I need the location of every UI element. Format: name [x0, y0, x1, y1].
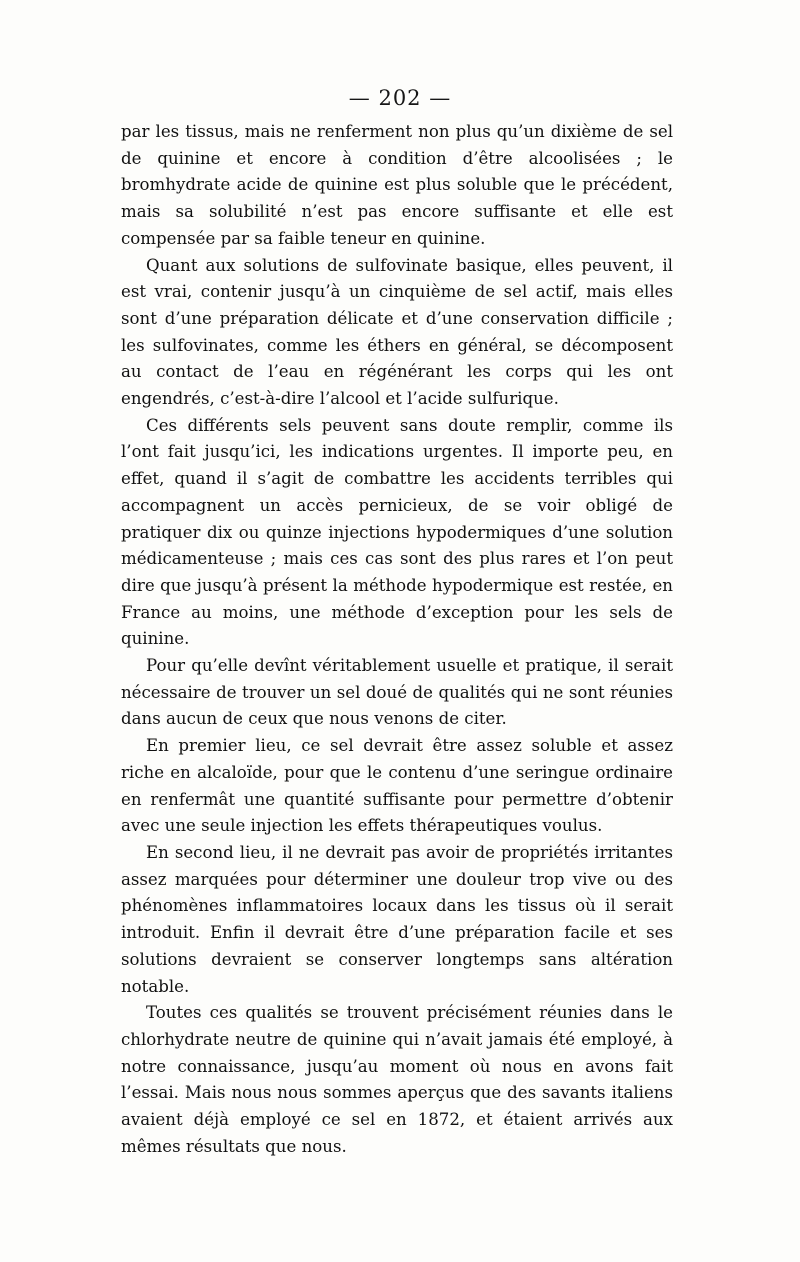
paragraph-5: En premier lieu, ce sel devrait être assez soluble et assez riche en alcaloïde, pour que le contenu d’une seringue ordinaire en renfermât une quantité suffisante pour permettre d’obtenir avec une seule injection les effets thérapeutiques voulus.	[121, 736, 673, 836]
paragraph-2: Quant aux solutions de sulfovinate basique, elles peuvent, il est vrai, contenir jusqu’à un cinquième de sel actif, mais elles sont d’une préparation délicate et d’une conservation difficile ; les sulfovinates, comme les éthers en général, se décomposent au contact de l’eau en régénérant les corps qui les ont engendrés, c’est-à-dire l’alcool et l’acide sulfurique.	[121, 255, 673, 409]
paragraph-7: Toutes ces qualités se trouvent précisément réunies dans le chlorhydrate neutre de quinine qui n’avait jamais été employé, à notre connaissance, jusqu’au moment où nous en avons fait l’essai. Mais nous nous sommes aperçus que des savants italiens avaient déjà employé ce sel en 1872, et étaient arrivés aux mêmes résultats que nous.	[121, 1003, 673, 1156]
paragraph-3: Ces différents sels peuvent sans doute remplir, comme ils l’ont fait jusqu’ici, les indications urgentes. Il importe peu, en effet, quand il s’agit de combattre les accidents terribles qui accompagnent un accès pernicieux, de se voir obligé de pratiquer dix ou quinze injections hypodermiques d’une solution médicamenteuse ; mais ces cas sont des plus rares et l’on peut dire que jusqu’à présent la méthode hypodermique est restée, en France au moins, une méthode d’exception pour les sels de quinine.	[121, 415, 673, 649]
paragraph-4: Pour qu’elle devînt véritablement usuelle et pratique, il serait nécessaire de trouver un sel doué de qualités qui ne sont réunies dans aucun de ceux que nous venons de citer.	[121, 656, 673, 729]
paragraph-1: par les tissus, mais ne renferment non plus qu’un dixième de sel de quinine et encore à condition d’être alcoolisées ; le bromhydrate acide de quinine est plus soluble que le précédent, mais sa solubilité n’est pas encore suffisante et elle est compensée par sa faible teneur en quinine.	[121, 122, 673, 248]
paragraph-6: En second lieu, il ne devrait pas avoir de propriétés irritantes assez marquées pour déterminer une douleur trop vive ou des phénomènes inflammatoires locaux dans les tissus où il serait introduit. Enfin il devrait être d’une préparation facile et ses solutions devraient se conserver longtemps sans altération notable.	[121, 842, 673, 996]
body-text	[121, 119, 673, 1160]
page-number: — 202 —	[348, 86, 452, 110]
